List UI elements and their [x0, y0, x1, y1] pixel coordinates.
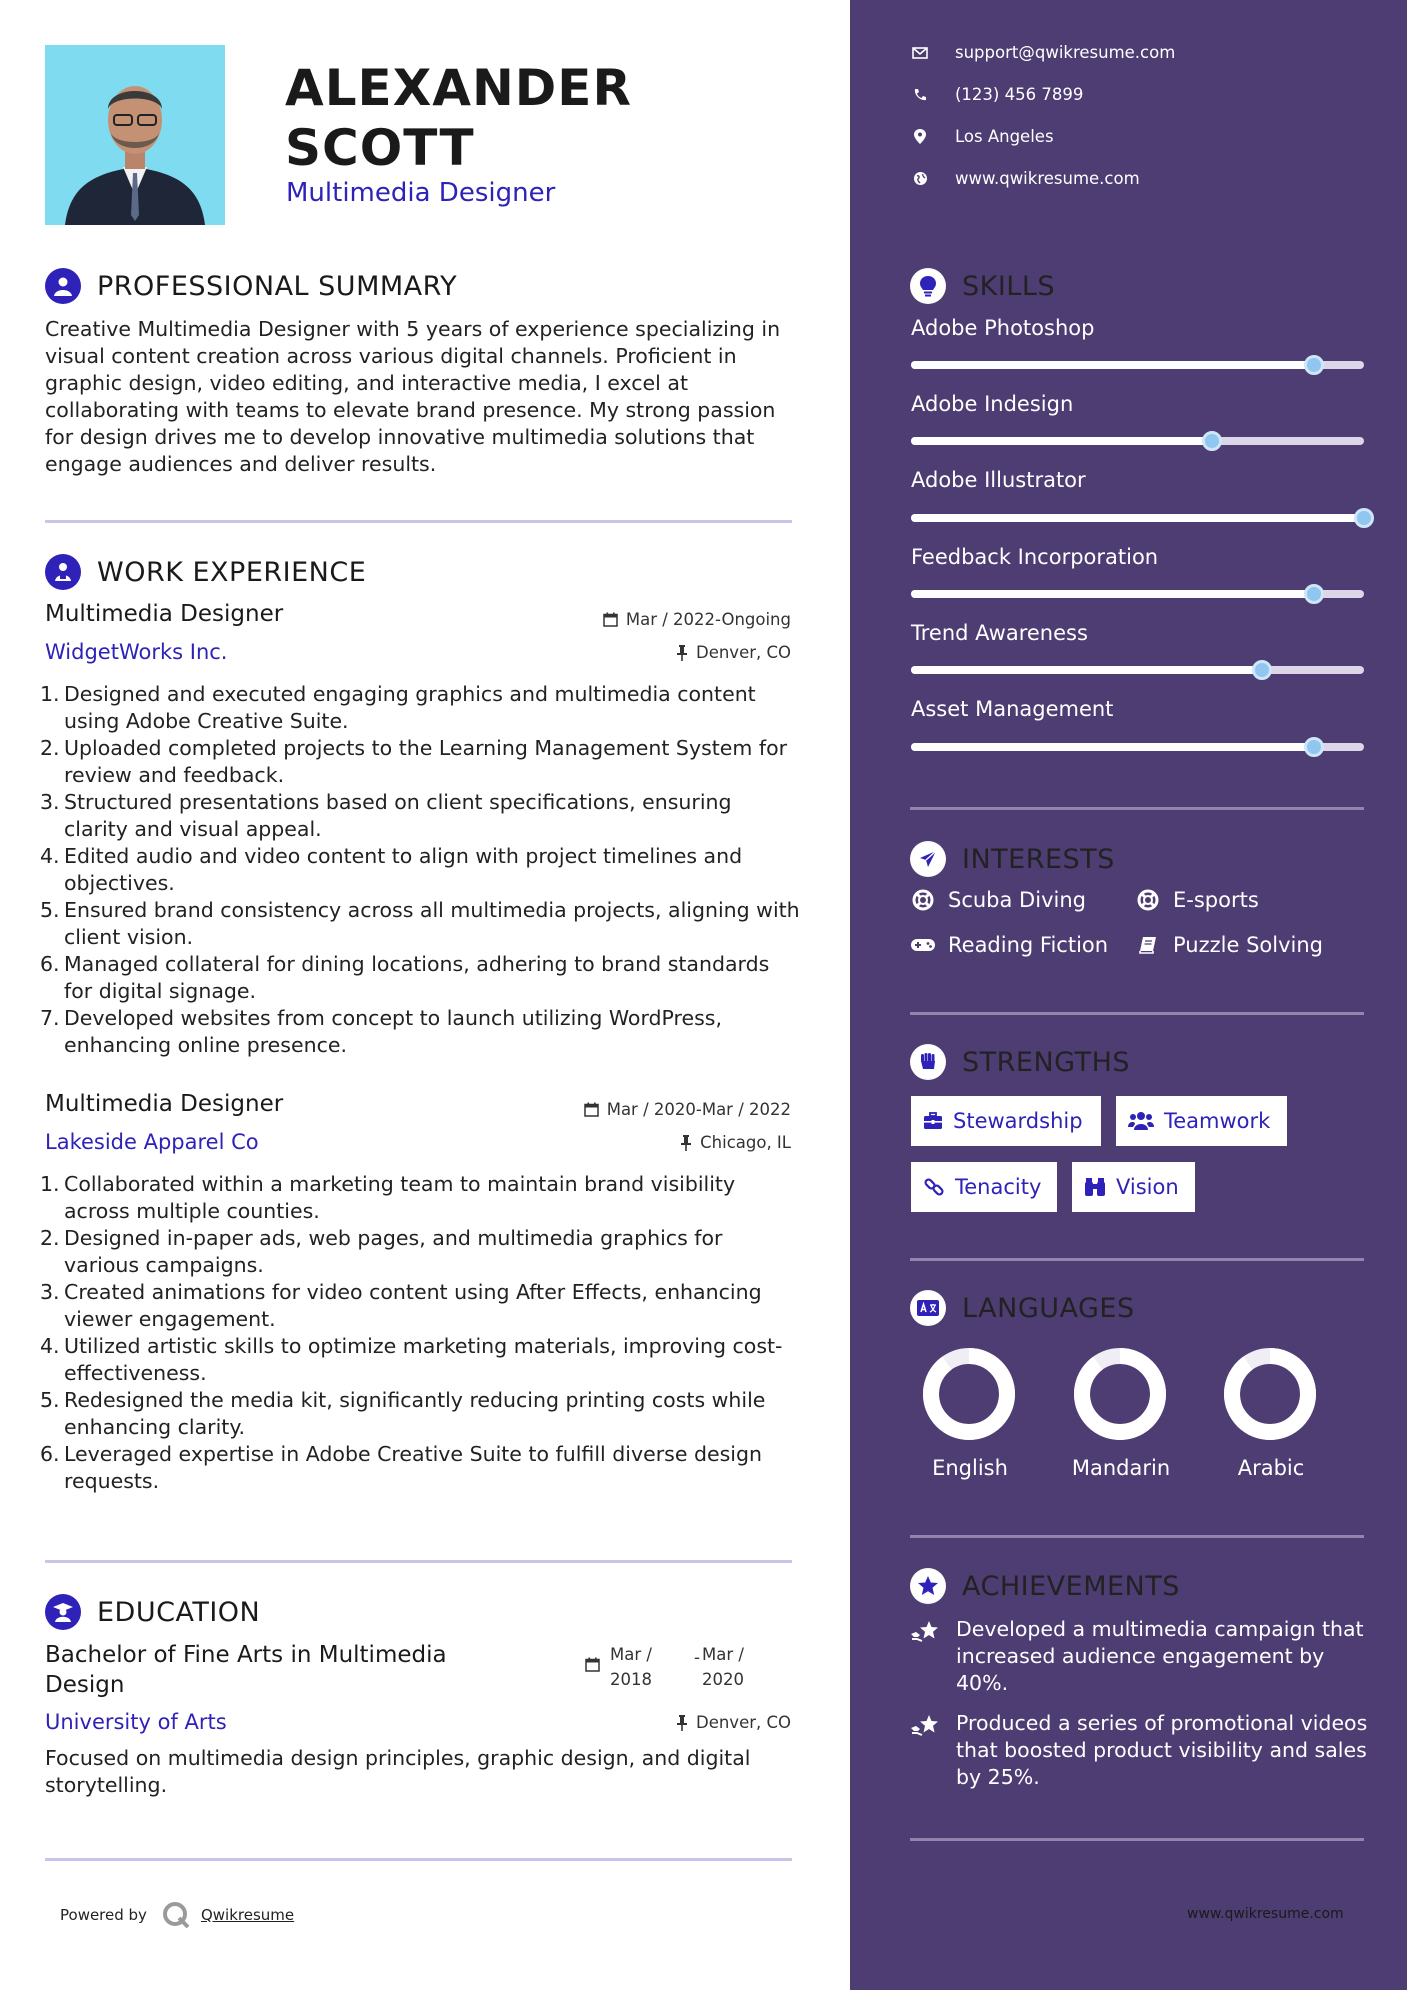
- fist-icon: [910, 1044, 946, 1080]
- pin-icon: [676, 645, 688, 661]
- language-label: English: [932, 1456, 1008, 1480]
- job-dates-text: Mar / 2020-Mar / 2022: [606, 1100, 791, 1119]
- skill-name: Adobe Illustrator: [911, 468, 1086, 492]
- summary-heading: [45, 268, 457, 304]
- experience-title: WORK EXPERIENCE: [97, 556, 367, 588]
- footer-website[interactable]: www.qwikresume.com: [1187, 1906, 1344, 1922]
- ring-fill: [931, 1356, 1007, 1432]
- list-item: 3. Created animations for video content using After Effects, enhancing viewer engagement.: [40, 1280, 762, 1331]
- school-name: University of Arts: [45, 1710, 227, 1734]
- strength-badge: Stewardship: [911, 1096, 1101, 1146]
- list-item: 5. Redesigned the media kit, significantly reducing printing costs while enhancing clarity.: [40, 1388, 766, 1439]
- interest-item: E-sports: [1135, 888, 1259, 912]
- achievement-item: Developed a multimedia campaign that increased audience engagement by 40%.: [910, 1616, 1370, 1697]
- list-item: 6. Leveraged expertise in Adobe Creative Suite to fulfill diverse design requests.: [40, 1442, 762, 1493]
- strengths-title: STRENGTHS: [962, 1046, 1131, 1078]
- education-heading: [45, 1594, 260, 1630]
- strength-badge: Vision: [1072, 1162, 1195, 1212]
- binoculars-icon: [1084, 1177, 1106, 1197]
- name-first: ALEXANDER: [285, 59, 632, 117]
- star-hand-icon: [910, 1710, 944, 1791]
- skill-bar-fill: [911, 514, 1364, 522]
- lifebuoy-icon: [1135, 889, 1161, 911]
- ring-fill: [1232, 1356, 1308, 1432]
- language-ring-svg: [1070, 1344, 1170, 1444]
- powered-by-label: Powered by: [60, 1906, 147, 1924]
- language-ring: [1060, 1344, 1180, 1448]
- strength-badge: Teamwork: [1116, 1096, 1287, 1146]
- skill-name: Feedback Incorporation: [911, 545, 1159, 569]
- achievement-item: Produced a series of promotional videos that boosted product visibility and sales by 25%.: [910, 1710, 1370, 1791]
- skill-bar: [911, 514, 1364, 522]
- interest-item: Scuba Diving: [910, 888, 1086, 912]
- list-item: 2. Designed in-paper ads, web pages, and multimedia graphics for various campaigns.: [40, 1226, 723, 1277]
- skill-bar: [911, 743, 1364, 751]
- skills-title: SKILLS: [962, 270, 1056, 302]
- briefcase-icon: [923, 1112, 943, 1130]
- job-location: [680, 1133, 791, 1152]
- achievements-heading: [910, 1568, 1180, 1604]
- job-company: WidgetWorks Inc.: [45, 640, 228, 664]
- job-dates: [603, 610, 791, 629]
- degree-title: Bachelor of Fine Arts in Multimedia Design: [45, 1642, 447, 1698]
- skill-bar: [911, 666, 1364, 674]
- language-icon: [910, 1290, 946, 1326]
- name-last: SCOTT: [285, 119, 475, 177]
- divider: [45, 1560, 792, 1563]
- graduate-icon: [45, 1594, 81, 1630]
- candidate-name: [285, 58, 632, 178]
- language-ring: [1210, 1344, 1330, 1448]
- user-icon: [45, 268, 81, 304]
- skill-bar-fill: [911, 666, 1262, 674]
- contact-location: Los Angeles: [910, 127, 1054, 146]
- divider: [910, 1012, 1364, 1015]
- interests-heading: [910, 841, 1115, 877]
- job-location: [676, 643, 791, 662]
- calendar-icon: [584, 1102, 599, 1117]
- skill-bar: [911, 437, 1364, 445]
- divider: [910, 1258, 1364, 1261]
- languages-heading: [910, 1290, 1135, 1326]
- list-item: 1. Designed and executed engaging graphics and multimedia content using Adobe Creative Suite.: [40, 682, 756, 733]
- book-icon: [1135, 935, 1161, 955]
- job-location-text: Denver, CO: [695, 643, 791, 662]
- language-label: Arabic: [1237, 1456, 1305, 1480]
- contact-email[interactable]: support@qwikresume.com: [910, 43, 1175, 62]
- list-item: 4. Utilized artistic skills to optimize marketing materials, improving cost-effectiveness.: [40, 1334, 783, 1385]
- divider: [910, 1838, 1364, 1841]
- skill-bar-fill: [911, 437, 1212, 445]
- summary-title: PROFESSIONAL SUMMARY: [97, 270, 458, 302]
- lightbulb-icon: [910, 268, 946, 304]
- strengths-heading: [910, 1044, 1130, 1080]
- skill-bar-knob: [1354, 508, 1374, 528]
- list-item: 2. Uploaded completed projects to the Learning Management System for review and feedback.: [40, 736, 788, 787]
- qwikresume-logo-icon: [161, 1900, 191, 1930]
- skill-bar: [911, 590, 1364, 598]
- contact-website[interactable]: www.qwikresume.com: [910, 169, 1140, 188]
- star-badge-icon: [910, 1568, 946, 1604]
- link-icon: [923, 1176, 945, 1198]
- powered-by: [60, 1900, 294, 1930]
- language-ring-svg: [919, 1344, 1019, 1444]
- briefcase-user-icon: [45, 554, 81, 590]
- job-location-text: Chicago, IL: [700, 1133, 791, 1152]
- envelope-icon: [910, 47, 930, 59]
- skills-heading: [910, 268, 1055, 304]
- edu-date-dash: -: [694, 1648, 700, 1667]
- skill-name: Trend Awareness: [911, 621, 1088, 645]
- language-label: Mandarin: [1071, 1456, 1171, 1480]
- list-item: 5. Ensured brand consistency across all multimedia projects, aligning with client vision.: [40, 898, 800, 949]
- candidate-role: Multimedia Designer: [286, 178, 556, 208]
- job-company: Lakeside Apparel Co: [45, 1130, 259, 1154]
- divider: [45, 1858, 792, 1861]
- profile-photo: [45, 45, 225, 225]
- calendar-icon: [603, 612, 618, 627]
- job-title: Multimedia Designer: [45, 601, 284, 627]
- job-dates: [584, 1100, 791, 1119]
- list-item: 3. Structured presentations based on client specifications, ensuring clarity and visual appeal.: [40, 790, 732, 841]
- qwikresume-link[interactable]: Qwikresume: [200, 1906, 295, 1924]
- list-item: 7. Developed websites from concept to launch utilizing WordPress, enhancing online presence.: [40, 1006, 723, 1057]
- job-bullets: [40, 681, 800, 1059]
- job-dates-text: Mar / 2022-Ongoing: [625, 610, 791, 629]
- divider: [45, 520, 792, 523]
- skill-bar-knob: [1252, 660, 1272, 680]
- interest-item: Reading Fiction: [910, 933, 1108, 957]
- divider: [910, 1535, 1364, 1538]
- language-ring-svg: [1220, 1344, 1320, 1444]
- skill-name: Adobe Photoshop: [911, 316, 1095, 340]
- edu-location: [676, 1713, 791, 1732]
- achievements-title: ACHIEVEMENTS: [962, 1570, 1180, 1602]
- contact-phone[interactable]: (123) 456 7899: [910, 85, 1083, 104]
- edu-start-date: Mar / 2018: [610, 1645, 652, 1689]
- lifebuoy-icon: [910, 889, 936, 911]
- skill-bar: [911, 361, 1364, 369]
- job-title: Multimedia Designer: [45, 1091, 284, 1117]
- pin-icon: [680, 1135, 692, 1151]
- list-item: 1. Collaborated within a marketing team to maintain brand visibility across multiple counties.: [40, 1172, 736, 1223]
- edu-location-text: Denver, CO: [695, 1713, 791, 1732]
- skill-bar-fill: [911, 361, 1314, 369]
- pin-icon: [676, 1715, 688, 1731]
- list-item: 6. Managed collateral for dining locations, adhering to brand standards for digital signage.: [40, 952, 770, 1003]
- experience-heading: [45, 554, 366, 590]
- interests-title: INTERESTS: [962, 843, 1115, 875]
- edu-end-date: Mar / 2020: [702, 1645, 744, 1689]
- skill-name: Asset Management: [911, 697, 1114, 721]
- list-item: 4. Edited audio and video content to align with project timelines and objectives.: [40, 844, 743, 895]
- languages-title: LANGUAGES: [962, 1292, 1135, 1324]
- users-icon: [1128, 1111, 1154, 1131]
- strength-badge: Tenacity: [911, 1162, 1057, 1212]
- skill-bar-fill: [911, 743, 1314, 751]
- ring-fill: [1082, 1356, 1158, 1432]
- divider: [910, 807, 1364, 810]
- gamepad-icon: [910, 937, 936, 953]
- language-ring: [909, 1344, 1029, 1448]
- map-marker-icon: [910, 129, 930, 144]
- job-bullets: [40, 1171, 800, 1495]
- skill-bar-fill: [911, 590, 1314, 598]
- skill-name: Adobe Indesign: [911, 392, 1074, 416]
- phone-icon: [910, 88, 930, 102]
- edu-description: Focused on multimedia design principles, graphic design, and digital storytelling.: [45, 1746, 751, 1797]
- education-title: EDUCATION: [97, 1596, 261, 1628]
- globe-icon: [910, 171, 930, 186]
- star-hand-icon: [910, 1616, 944, 1697]
- calendar-icon: [585, 1657, 600, 1676]
- paper-plane-icon: [910, 841, 946, 877]
- interest-item: Puzzle Solving: [1135, 933, 1323, 957]
- summary-text: Creative Multimedia Designer with 5 years of experience specializing in visual content creation across various digital channels. Proficient in graphic design, video editing, and interactive media, I excel at collaborating with teams to elevate brand presence. My strong passion for design drives me to develop innovative multimedia solutions that engage audiences and deliver results.: [45, 317, 781, 476]
